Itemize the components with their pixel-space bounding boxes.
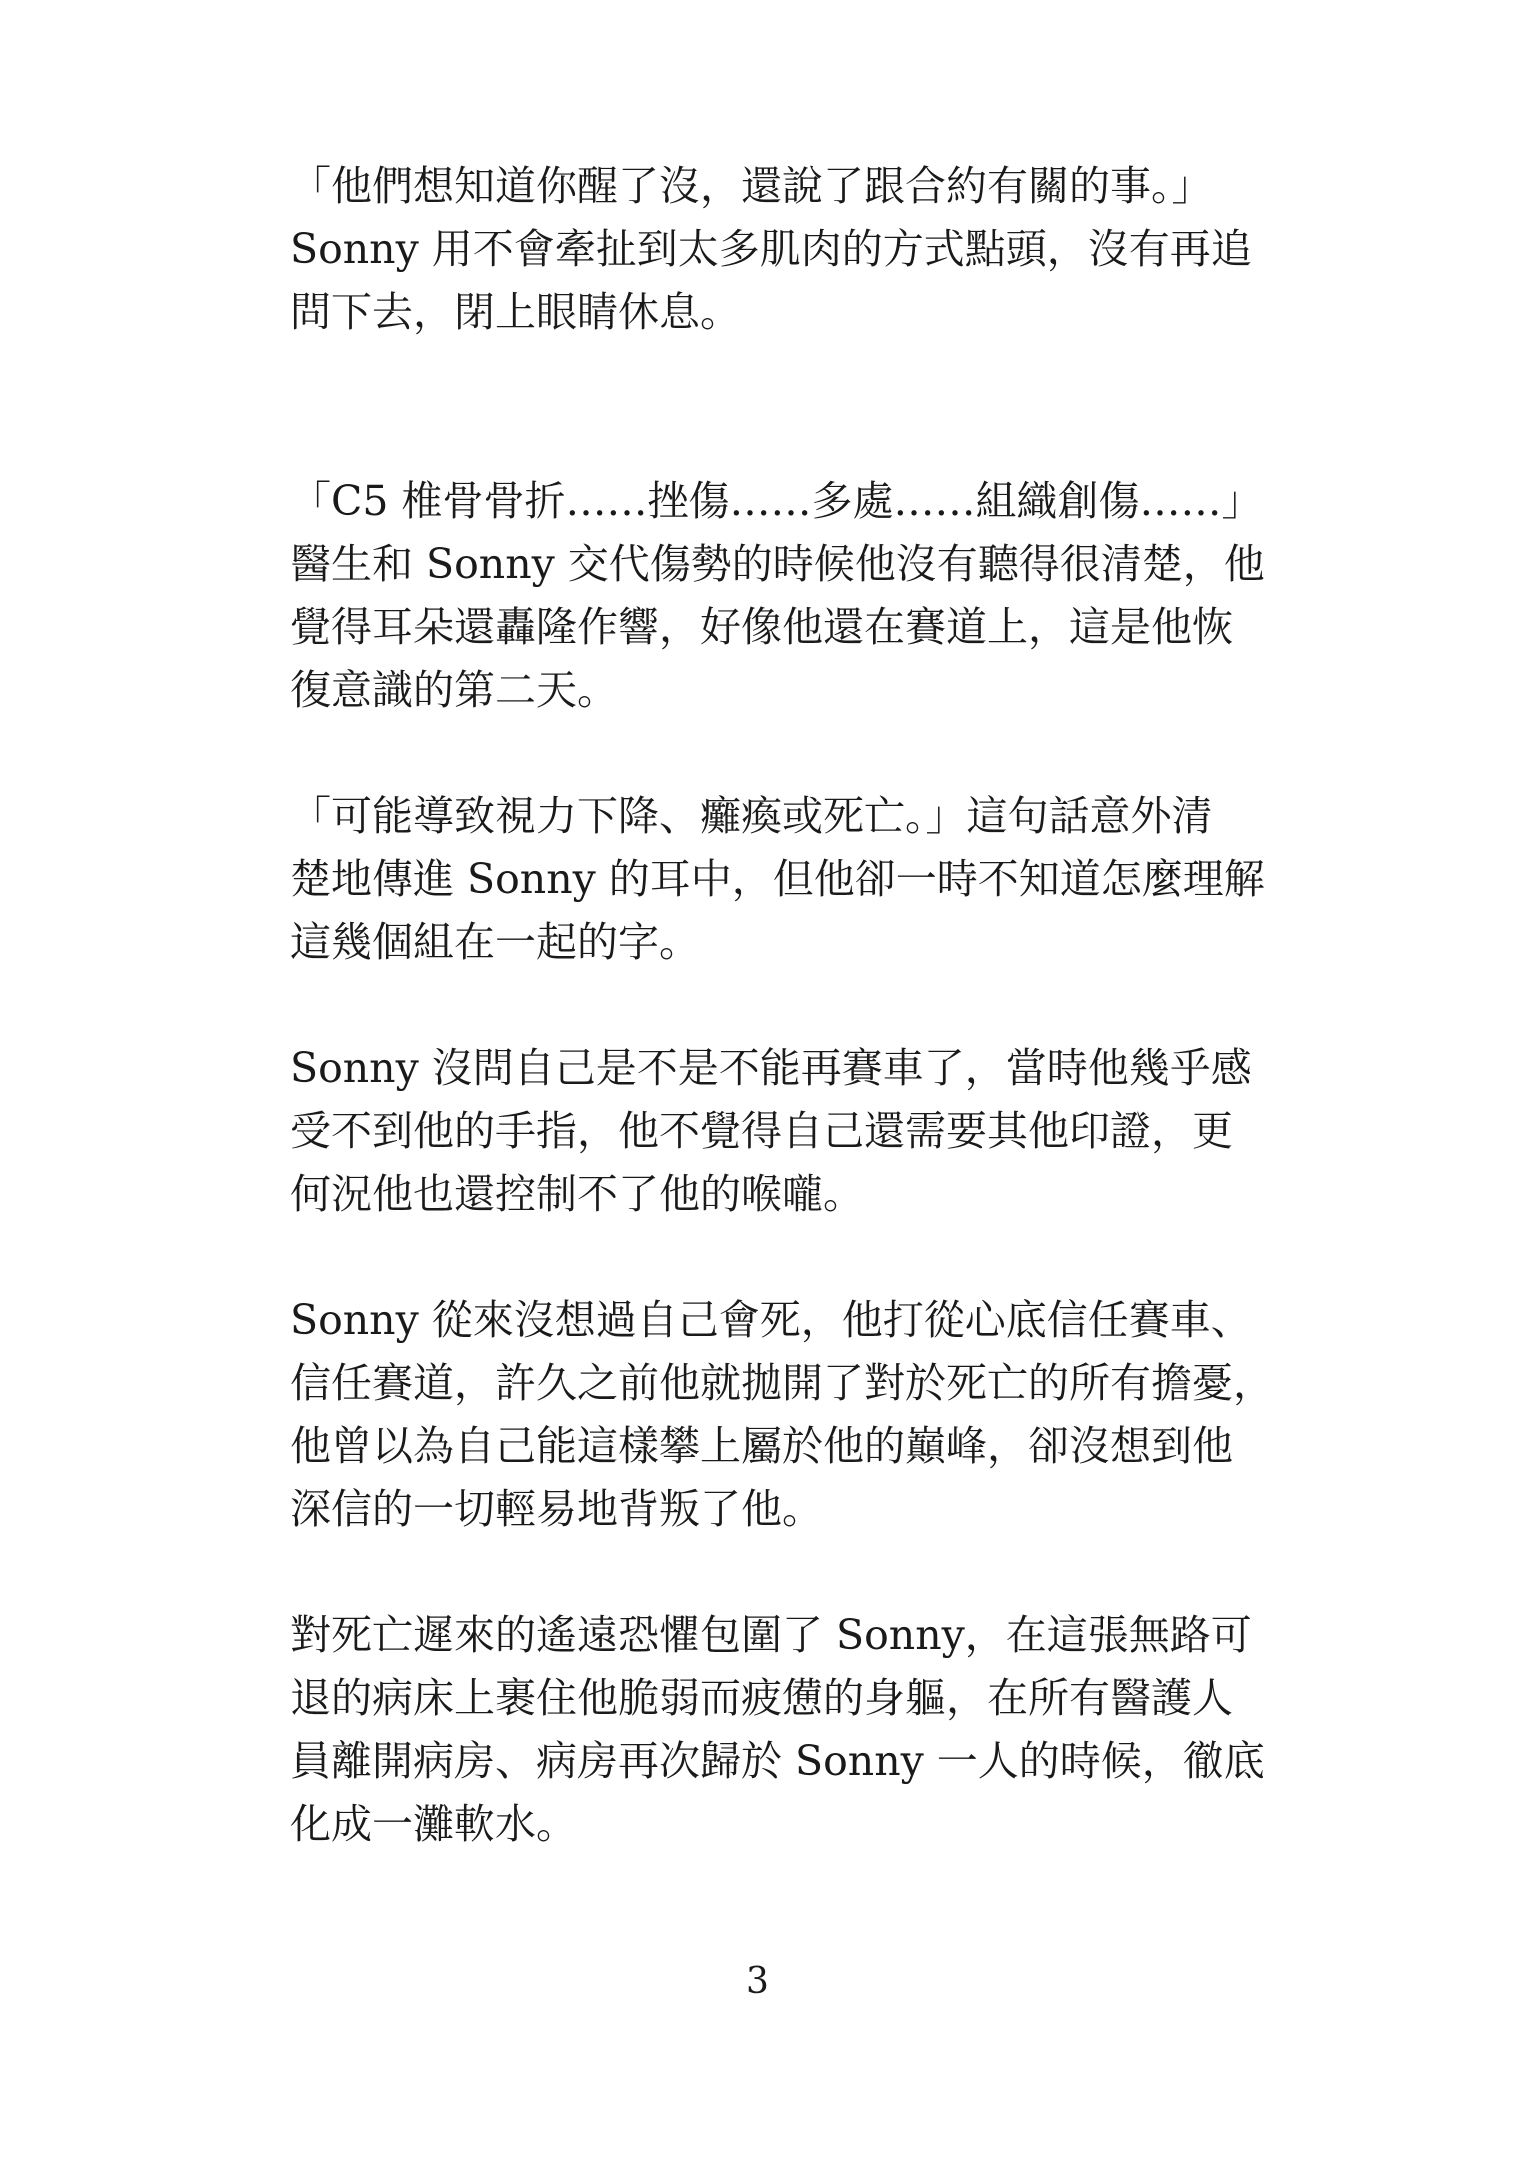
paragraph-6: 對死亡遲來的遙遠恐懼包圍了 Sonny，在這張無路可 退的病床上裹住他脆弱而疲憊的身軀，在所有醫護人 員離開病房、病房再次歸於 Sonny 一人的時候，徹底 化成一灘軟水。 bbox=[290, 1611, 1265, 1848]
paragraph-5: Sonny 從來沒想過自己會死，他打從心底信任賽車、 信任賽道，許久之前他就拋開了對於死亡的所有擔憂， 他曾以為自己能這樣攀上屬於他的巔峰，卻沒想到他 深信的一切輕易地背叛了他。 bbox=[290, 1296, 1274, 1533]
paragraph-4: Sonny 沒問自己是不是不能再賽車了，當時他幾乎感 受不到他的手指，他不覺得自己還需要其他印證，更 何況他也還控制不了他的喉嚨。 bbox=[290, 1044, 1252, 1218]
paragraph-3: 「可能導致視力下降、癱瘓或死亡。」這句話意外清 楚地傳進 Sonny 的耳中，但他卻一時不知道怎麼理解 這幾個組在一起的字。 bbox=[290, 792, 1265, 966]
page-number: 3 bbox=[746, 1961, 769, 2002]
body-text bbox=[290, 155, 1280, 1856]
paragraph-2: 「C5 椎骨骨折……挫傷……多處……組織創傷……」 醫生和 Sonny 交代傷勢的時候他沒有聽得很清楚，他 覺得耳朵還轟隆作響，好像他還在賽道上，這是他恢 復意識的第二天。 bbox=[290, 477, 1265, 714]
paragraph-1: 「他們想知道你醒了沒，還說了跟合約有關的事。」 Sonny 用不會牽扯到太多肌肉的方式點頭，沒有再追 問下去，閉上眼睛休息。 bbox=[290, 162, 1252, 336]
